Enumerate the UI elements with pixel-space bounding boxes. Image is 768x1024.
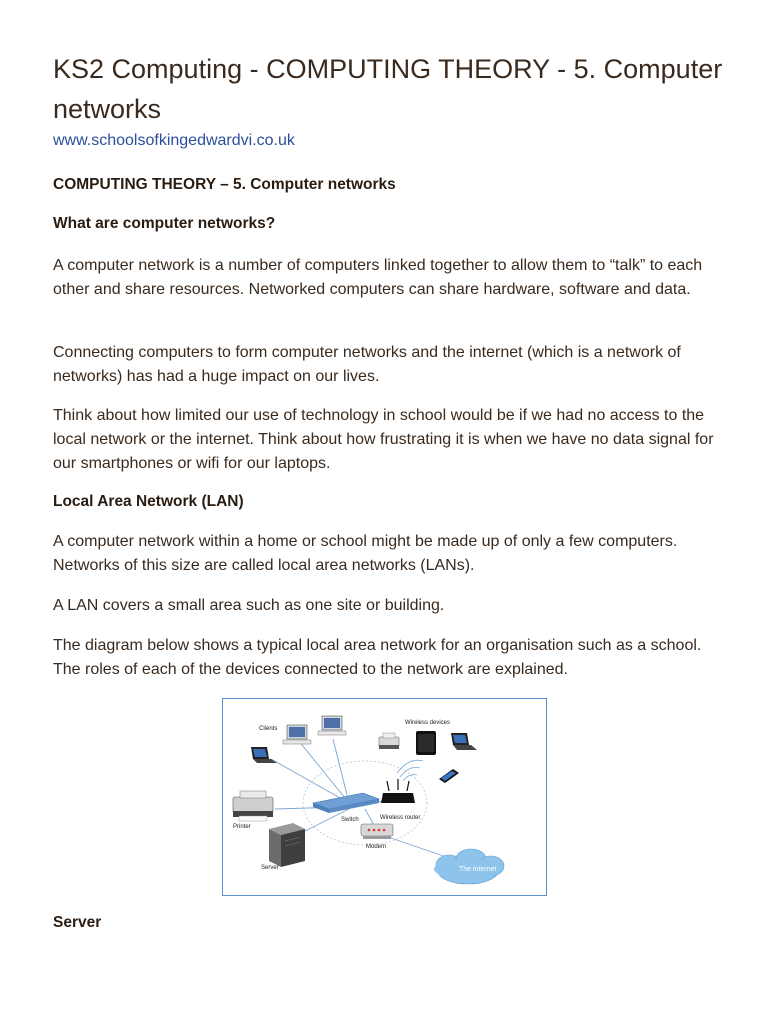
paragraph-lan-area: A LAN covers a small area such as one site or building. bbox=[53, 597, 445, 614]
page-title: KS2 Computing - COMPUTING THEORY - 5. Computer networks bbox=[53, 54, 723, 124]
paragraph-impact: Connecting computers to form computer networks and the internet (which is a network of networks) has had a huge impact on our lives. bbox=[53, 344, 681, 385]
wireless-laptop-icon bbox=[451, 733, 477, 750]
smartphone-icon bbox=[439, 769, 459, 783]
lan-heading: Local Area Network (LAN) bbox=[53, 493, 244, 510]
server-label: Server bbox=[261, 865, 279, 871]
paragraph-network-definition: A computer network is a number of computers linked together to allow them to “talk” to each other and share resources. Networked computers can share hardware, software and data. bbox=[53, 257, 703, 298]
printer-icon bbox=[233, 791, 273, 821]
paragraph-lan-size: A computer network within a home or school might be made up of only a few computers. Networks of this size are called local area networks (LANs). bbox=[53, 533, 678, 574]
lan-diagram-svg bbox=[223, 699, 545, 894]
paragraph-think-about: Think about how limited our use of technology in school would be if we had no access to the local network or the internet. Think about how frustrating it is when we have no data signal for our smartphones or wifi for our laptops. bbox=[53, 407, 714, 472]
wireless-devices-label: Wireless devices bbox=[405, 720, 451, 726]
tablet-icon bbox=[416, 731, 436, 755]
printer-label: Printer bbox=[233, 824, 251, 830]
wireless-printer-icon bbox=[379, 733, 399, 749]
wireless-router-icon bbox=[381, 779, 415, 803]
switch-label: Switch bbox=[341, 817, 359, 823]
server-heading: Server bbox=[53, 914, 102, 931]
wifi-signal-icon bbox=[397, 760, 423, 781]
client-desktop-icon bbox=[318, 716, 346, 735]
modem-label: Modem bbox=[366, 844, 387, 850]
internet-label: The internet bbox=[459, 866, 497, 873]
modem-icon bbox=[361, 824, 393, 839]
server-icon bbox=[269, 823, 305, 867]
lan-diagram bbox=[222, 698, 547, 896]
site-link[interactable]: www.schoolsofkingedwardvi.co.uk bbox=[53, 132, 295, 149]
client-desktop-icon bbox=[283, 725, 311, 744]
client-laptop-icon bbox=[251, 747, 277, 763]
question-heading: What are computer networks? bbox=[53, 215, 276, 232]
clients-label: Clients bbox=[259, 726, 278, 732]
section-heading: COMPUTING THEORY – 5. Computer networks bbox=[53, 176, 396, 193]
paragraph-diagram-intro: The diagram below shows a typical local area network for an organisation such as a school. The roles of each of the devices connected to the network are explained. bbox=[53, 637, 702, 678]
wireless-router-label: Wireless router bbox=[380, 815, 421, 821]
